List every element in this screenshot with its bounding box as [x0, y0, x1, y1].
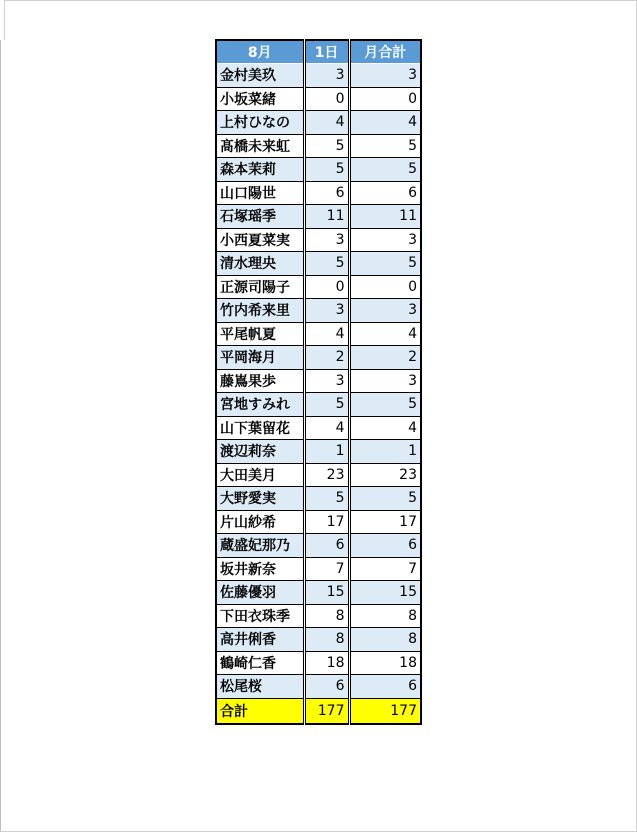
table-row: [216, 252, 421, 276]
table-row: [216, 557, 421, 581]
total-cell[interactable]: 5: [349, 393, 421, 417]
total-cell[interactable]: 5: [349, 134, 421, 158]
table-body: [216, 64, 421, 699]
day-cell[interactable]: 8: [304, 604, 349, 628]
name-cell[interactable]: 石塚瑶季: [216, 205, 304, 229]
day-cell[interactable]: 11: [304, 205, 349, 229]
total-cell[interactable]: 5: [349, 487, 421, 511]
table-row: [216, 228, 421, 252]
table-row: [216, 393, 421, 417]
table-row: [216, 205, 421, 229]
table-row: [216, 628, 421, 652]
name-cell[interactable]: 小西夏菜実: [216, 228, 304, 252]
name-cell[interactable]: 森本茉莉: [216, 158, 304, 182]
table-row: [216, 416, 421, 440]
table-row: [216, 87, 421, 111]
table-row: [216, 158, 421, 182]
total-cell[interactable]: 11: [349, 205, 421, 229]
header-row: [216, 40, 421, 64]
total-cell[interactable]: 17: [349, 510, 421, 534]
day-cell[interactable]: 15: [304, 581, 349, 605]
total-cell[interactable]: 4: [349, 416, 421, 440]
table-row: [216, 369, 421, 393]
name-cell[interactable]: 渡辺莉奈: [216, 440, 304, 464]
name-cell[interactable]: 大田美月: [216, 463, 304, 487]
day-cell[interactable]: 0: [304, 275, 349, 299]
header-day[interactable]: 1日: [304, 40, 349, 64]
total-cell[interactable]: 8: [349, 628, 421, 652]
table-row: [216, 675, 421, 699]
day-cell[interactable]: 5: [304, 252, 349, 276]
total-row: [216, 698, 421, 724]
header-month[interactable]: 8月: [216, 40, 304, 64]
name-cell[interactable]: 山口陽世: [216, 181, 304, 205]
header-total[interactable]: 月合計: [349, 40, 421, 64]
name-cell[interactable]: 上村ひなの: [216, 111, 304, 135]
day-cell[interactable]: 17: [304, 510, 349, 534]
day-cell[interactable]: 3: [304, 64, 349, 88]
day-cell[interactable]: 4: [304, 416, 349, 440]
name-cell[interactable]: 坂井新奈: [216, 557, 304, 581]
total-cell[interactable]: 3: [349, 64, 421, 88]
day-cell[interactable]: 23: [304, 463, 349, 487]
name-cell[interactable]: 小坂菜緒: [216, 87, 304, 111]
table-row: [216, 510, 421, 534]
name-cell[interactable]: 山下葉留花: [216, 416, 304, 440]
total-cell[interactable]: 0: [349, 87, 421, 111]
day-cell[interactable]: 3: [304, 369, 349, 393]
name-cell[interactable]: 平尾帆夏: [216, 322, 304, 346]
day-cell[interactable]: 3: [304, 299, 349, 323]
day-cell[interactable]: 1: [304, 440, 349, 464]
table-row: [216, 440, 421, 464]
page-corner-mark: [0, 0, 5, 40]
name-cell[interactable]: 藤嶌果歩: [216, 369, 304, 393]
name-cell[interactable]: 髙橋未来虹: [216, 134, 304, 158]
table-row: [216, 581, 421, 605]
name-cell[interactable]: 金村美玖: [216, 64, 304, 88]
name-cell[interactable]: 宮地すみれ: [216, 393, 304, 417]
total-cell[interactable]: 3: [349, 228, 421, 252]
name-cell[interactable]: 清水理央: [216, 252, 304, 276]
day-cell[interactable]: 5: [304, 158, 349, 182]
name-cell[interactable]: 竹内希来里: [216, 299, 304, 323]
day-cell[interactable]: 6: [304, 534, 349, 558]
total-cell[interactable]: 15: [349, 581, 421, 605]
name-cell[interactable]: 正源司陽子: [216, 275, 304, 299]
day-cell[interactable]: 5: [304, 487, 349, 511]
total-cell[interactable]: 0: [349, 275, 421, 299]
total-label[interactable]: 合計: [216, 698, 304, 724]
total-cell[interactable]: 1: [349, 440, 421, 464]
total-month-cell[interactable]: 177: [349, 698, 421, 724]
day-cell[interactable]: 0: [304, 87, 349, 111]
table-row: [216, 322, 421, 346]
name-cell[interactable]: 下田衣珠季: [216, 604, 304, 628]
day-cell[interactable]: 4: [304, 111, 349, 135]
table-row: [216, 64, 421, 88]
name-cell[interactable]: 佐藤優羽: [216, 581, 304, 605]
total-cell[interactable]: 8: [349, 604, 421, 628]
total-cell[interactable]: 5: [349, 252, 421, 276]
name-cell[interactable]: 鶴崎仁香: [216, 651, 304, 675]
total-cell[interactable]: 3: [349, 299, 421, 323]
total-cell[interactable]: 4: [349, 322, 421, 346]
day-cell[interactable]: 5: [304, 393, 349, 417]
table-row: [216, 134, 421, 158]
table-row: [216, 299, 421, 323]
total-day-cell[interactable]: 177: [304, 698, 349, 724]
total-cell[interactable]: 6: [349, 181, 421, 205]
table-row: [216, 487, 421, 511]
total-cell[interactable]: 5: [349, 158, 421, 182]
total-cell[interactable]: 4: [349, 111, 421, 135]
table-row: [216, 463, 421, 487]
day-cell[interactable]: 6: [304, 675, 349, 699]
day-cell[interactable]: 7: [304, 557, 349, 581]
table-row: [216, 181, 421, 205]
day-cell[interactable]: 6: [304, 181, 349, 205]
total-cell[interactable]: 6: [349, 675, 421, 699]
name-cell[interactable]: 平岡海月: [216, 346, 304, 370]
table-row: [216, 346, 421, 370]
total-cell[interactable]: 7: [349, 557, 421, 581]
name-cell[interactable]: 大野愛実: [216, 487, 304, 511]
day-cell[interactable]: 3: [304, 228, 349, 252]
day-cell[interactable]: 4: [304, 322, 349, 346]
table-row: [216, 651, 421, 675]
name-cell[interactable]: 蔵盛妃那乃: [216, 534, 304, 558]
total-cell[interactable]: 2: [349, 346, 421, 370]
table-row: [216, 604, 421, 628]
table-row: [216, 534, 421, 558]
day-cell[interactable]: 8: [304, 628, 349, 652]
table-row: [216, 111, 421, 135]
spreadsheet-table: [215, 39, 422, 725]
name-cell[interactable]: 片山紗希: [216, 510, 304, 534]
day-cell[interactable]: 5: [304, 134, 349, 158]
total-cell[interactable]: 6: [349, 534, 421, 558]
table-row: [216, 275, 421, 299]
day-cell[interactable]: 2: [304, 346, 349, 370]
name-cell[interactable]: 高井俐香: [216, 628, 304, 652]
total-cell[interactable]: 23: [349, 463, 421, 487]
day-cell[interactable]: 18: [304, 651, 349, 675]
name-cell[interactable]: 松尾桜: [216, 675, 304, 699]
total-cell[interactable]: 18: [349, 651, 421, 675]
total-cell[interactable]: 3: [349, 369, 421, 393]
